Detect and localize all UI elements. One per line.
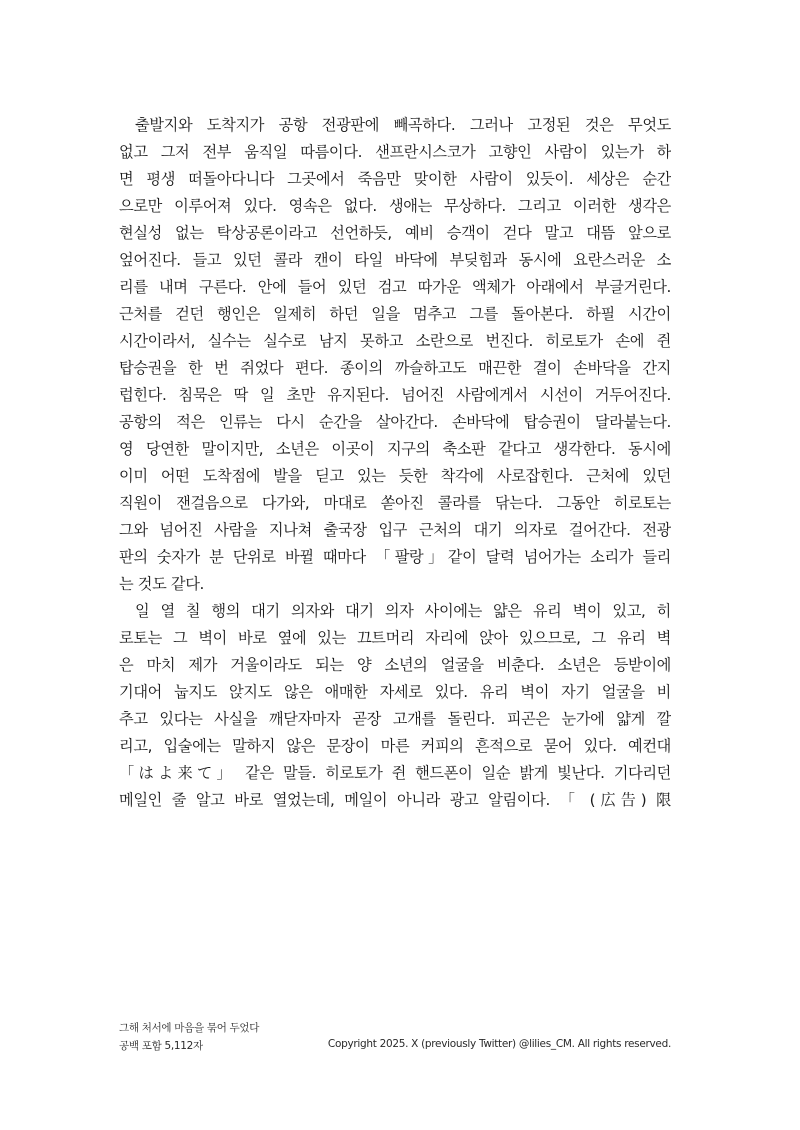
text-line: 엎어진다. 들고 있던 콜라 캔이 타일 바닥에 부딪힘과 동시에 요란스러운 소 bbox=[119, 251, 671, 269]
char-count: 공백 포함 5,112자 bbox=[119, 1040, 203, 1052]
copyright-notice: Copyright 2025. X (previously Twitter) @lilies_CM. All rights reserved. bbox=[327, 1038, 671, 1050]
text-line: 영 당연한 말이지만, 소년은 이곳이 지구의 축소판 같다고 생각한다. 동시에 bbox=[119, 440, 671, 458]
text-line: 현실성 없는 탁상공론이라고 선언하듯, 예비 승객이 걷다 말고 대뜸 앞으로 bbox=[119, 224, 671, 242]
body-text bbox=[119, 112, 671, 814]
text-line: 근처를 걷던 행인은 일제히 하던 일을 멈추고 그를 돌아본다. 하필 시간이 bbox=[119, 305, 671, 323]
text-line: 판의 숫자가 분 단위로 바뀔 때마다 「팔랑」같이 달력 넘어가는 소리가 들리 bbox=[119, 548, 671, 566]
text-line: 일 열 칠 행의 대기 의자와 대기 의자 사이에는 얇은 유리 벽이 있고, 히 bbox=[135, 602, 671, 620]
text-line: 추고 있다는 사실을 깨닫자마자 곧장 고개를 돌린다. 피곤은 눈가에 얇게 깔 bbox=[119, 710, 671, 728]
text-line: 럽힌다. 침묵은 딱 일 초만 유지된다. 넘어진 사람에게서 시선이 거두어진다. bbox=[119, 386, 671, 404]
text-line: 「はよ来て」 같은 말들. 히로토가 쥔 핸드폰이 일순 밝게 빛난다. 기다리던 bbox=[119, 764, 671, 782]
text-line: 이미 어떤 도착점에 발을 딛고 있는 듯한 착각에 사로잡힌다. 근처에 있던 bbox=[119, 467, 671, 485]
text-line: 로토는 그 벽이 바로 옆에 있는 끄트머리 자리에 앉아 있으므로, 그 유리 벽 bbox=[119, 629, 671, 647]
text-line: 공항의 적은 인류는 다시 순간을 살아간다. 손바닥에 탑승권이 달라붙는다. bbox=[119, 413, 671, 431]
text-line: 출발지와 도착지가 공항 전광판에 빼곡하다. 그러나 고정된 것은 무엇도 bbox=[135, 116, 671, 134]
text-line: 시간이라서, 실수는 실수로 남지 못하고 소란으로 번진다. 히로토가 손에 쥔 bbox=[119, 332, 671, 350]
text-line: 기대어 눕지도 앉지도 않은 애매한 자세로 있다. 유리 벽이 자기 얼굴을 비 bbox=[119, 683, 671, 701]
footer-row bbox=[119, 1038, 671, 1053]
text-line: 면 평생 떠돌아다니다 그곳에서 죽음만 맞이한 사람이 있듯이. 세상은 순간 bbox=[119, 170, 671, 188]
footer-title: 그해 처서에 마음을 묶어 두었다 bbox=[119, 1022, 260, 1034]
text-line: 리고, 입술에는 말하지 않은 문장이 마른 커피의 흔적으로 묻어 있다. 예컨대 bbox=[119, 737, 671, 755]
text-line: 리를 내며 구른다. 안에 들어 있던 검고 따가운 액체가 아래에서 부글거린다. bbox=[119, 278, 671, 296]
text-line: 탑승권을 한 번 쥐었다 편다. 종이의 까슬하고도 매끈한 결이 손바닥을 간지 bbox=[119, 359, 671, 377]
text-line: 는 것도 같다. bbox=[119, 575, 205, 593]
text-line: 직원이 잰걸음으로 다가와, 마대로 쏟아진 콜라를 닦는다. 그동안 히로토는 bbox=[119, 494, 671, 512]
text-line: 으로만 이루어져 있다. 영속은 없다. 생애는 무상하다. 그리고 이러한 생각은 bbox=[119, 197, 671, 215]
text-line: 메일인 줄 알고 바로 열었는데, 메일이 아니라 광고 알림이다. 「 (広告) 限 bbox=[119, 791, 671, 809]
text-line: 그와 넘어진 사람을 지나쳐 출국장 입구 근처의 대기 의자로 걸어간다. 전광 bbox=[119, 521, 671, 539]
text-line: 은 마치 제가 거울이라도 되는 양 소년의 얼굴을 비춘다. 소년은 등받이에 bbox=[119, 656, 671, 674]
text-line: 없고 그저 전부 움직일 따름이다. 샌프란시스코가 고향인 사람이 있는가 하 bbox=[119, 143, 671, 161]
